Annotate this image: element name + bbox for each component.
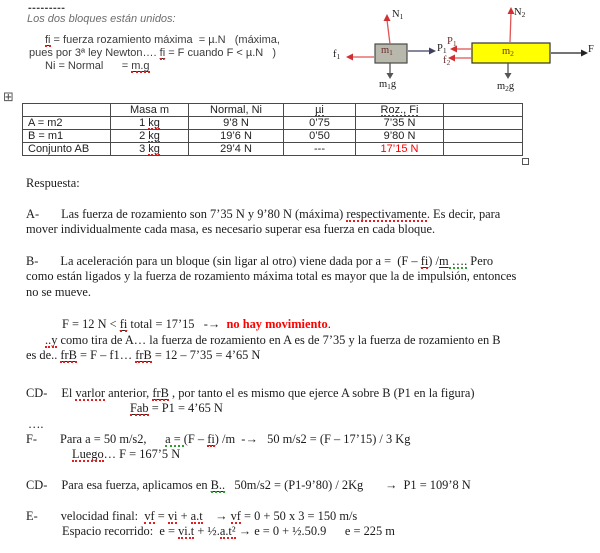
text-segment: = 0 + 50 x 3 = 150 m/s: [240, 509, 358, 523]
text-segment: CD-: [26, 386, 48, 400]
table-cell: [23, 143, 111, 156]
text-line: [26, 222, 435, 237]
text-segment: A-: [26, 207, 40, 221]
table-cell: [444, 143, 523, 156]
table-header-cell: [23, 104, 111, 117]
table-cell: [111, 143, 189, 156]
text-segment: fi: [119, 317, 128, 331]
table-header-cell: [356, 104, 444, 117]
text-line: [26, 176, 80, 191]
text-segment: 9’80 N: [383, 130, 416, 142]
text-line: [26, 386, 474, 401]
table-cell: [444, 130, 523, 143]
text-line: [26, 254, 493, 269]
text-segment: Pero: [467, 254, 494, 268]
arrow-n1: [387, 20, 390, 44]
text-segment: ) /: [428, 254, 439, 268]
table-header-cell: [111, 104, 189, 117]
label-m1g: $m_1g$: [379, 79, 397, 91]
text-segment: ..y: [45, 333, 58, 347]
text-segment: = F – f1…: [76, 348, 136, 362]
label-n2: $N_2$: [514, 7, 526, 19]
text-segment: frB: [60, 348, 77, 362]
table-cell: [189, 130, 284, 143]
text-segment: →: [384, 478, 398, 492]
text-segment: vf: [144, 509, 155, 523]
arrow-n2: [510, 13, 511, 42]
text-segment: →: [238, 524, 252, 538]
text-segment: pues por 3ª ley Newton….: [29, 47, 160, 59]
text-segment: Espacio recorrido: e =: [62, 524, 179, 538]
table-row: [23, 117, 523, 130]
table-cell: [189, 143, 284, 156]
text-segment: mover individualmente cada masa, es necesario superar esa fuerza en cada bloque.: [26, 222, 436, 236]
label-m2: $m_2$: [502, 46, 514, 58]
table-row: [23, 143, 523, 156]
label-f: F: [588, 44, 594, 55]
text-segment: .: [327, 317, 331, 331]
text-segment: Masa m: [129, 104, 170, 116]
results-table: [22, 103, 523, 156]
text-segment: ….: [28, 417, 44, 431]
text-segment: 2: [139, 130, 149, 142]
text-segment: ….: [448, 254, 468, 268]
text-segment: Normal, Ni: [210, 104, 262, 116]
text-segment: B = m1: [28, 130, 64, 142]
text-segment: respectivamente: [346, 207, 427, 221]
text-line: [26, 478, 471, 493]
text-segment: E-: [26, 509, 38, 523]
text-segment: +: [177, 509, 191, 523]
text-segment: . Es decir, para: [426, 207, 501, 221]
text-segment: velocidad final:: [60, 509, 145, 523]
text-segment: es de..: [26, 348, 61, 362]
force-diagram-svg: [330, 0, 600, 100]
text-segment: kg: [148, 130, 160, 142]
text-segment: fi: [159, 47, 166, 59]
text-segment: Luego: [72, 447, 104, 461]
text-segment: CD-: [26, 478, 48, 492]
arrowhead-m2g: [505, 73, 512, 79]
table-cell: [356, 117, 444, 130]
text-line: [26, 432, 410, 447]
table-header-cell: [189, 104, 284, 117]
table-move-handle-icon[interactable]: ⊞: [3, 90, 14, 105]
text-segment: kg: [148, 117, 160, 129]
text-segment: →: [207, 317, 221, 331]
text-segment: B..: [210, 478, 226, 492]
text-segment: 17’15 N: [380, 143, 419, 155]
label-n1: $N_1$: [392, 9, 404, 21]
text-segment: kg: [148, 143, 160, 155]
text-line: [29, 47, 276, 60]
text-segment: 0’75: [309, 117, 330, 129]
text-segment: no hay movimiento: [226, 317, 328, 331]
table-cell: [23, 117, 111, 130]
text-segment: vi: [167, 509, 178, 523]
text-segment: a.t: [190, 509, 203, 523]
table-cell: [444, 117, 523, 130]
text-segment: Conjunto AB: [28, 143, 90, 155]
text-segment: 1: [139, 117, 149, 129]
text-segment: 19’6 N: [220, 130, 252, 142]
text-line: [26, 207, 500, 222]
text-segment: m: [438, 254, 449, 268]
text-line: [45, 60, 150, 73]
text-segment: = P1 = 4’65 N: [148, 401, 223, 415]
text-segment: ---------: [28, 2, 66, 14]
text-segment: Roz., Fi: [380, 104, 419, 116]
text-segment: →: [215, 509, 228, 523]
text-segment: como están ligados y la fuerza de rozamiento máxima total es mayor que la de impulsión, entonces: [26, 269, 517, 283]
text-segment: El: [61, 386, 76, 400]
text-segment: La aceleración para un bloque (sin ligar al otro) viene dada por a = (F –: [60, 254, 421, 268]
text-segment: no se mueve.: [26, 285, 92, 299]
table-cell: [356, 130, 444, 143]
text-line: [62, 524, 395, 539]
text-segment: ---: [314, 143, 325, 155]
table-header-row: [23, 104, 523, 117]
text-segment: e = 0 + ½.50.9 e = 225 m: [251, 524, 395, 538]
text-segment: fi: [207, 432, 215, 446]
text-segment: vf: [230, 509, 241, 523]
text-segment: total = 17’15 -: [127, 317, 208, 331]
text-segment: fi: [45, 34, 51, 46]
table-resize-handle[interactable]: [522, 158, 529, 165]
text-segment: F = 12 N <: [62, 317, 120, 331]
table-cell: [284, 143, 356, 156]
text-segment: [203, 509, 215, 523]
text-segment: = fuerza rozamiento máxima = µ.N (máxima,: [50, 34, 280, 46]
text-segment: como tira de A… la fuerza de rozamiento en A es de 7’35 y la fuerza de rozamiento en B: [57, 333, 501, 347]
text-segment: P1 = 109’8 N: [397, 478, 471, 492]
text-segment: … F = 167’5 N: [103, 447, 181, 461]
table-cell: [111, 117, 189, 130]
text-segment: fi: [420, 254, 429, 268]
text-segment: Fab: [130, 401, 149, 415]
table-cell: [284, 130, 356, 143]
text-segment: 50m/s2 = (P1-9’80) / 2Kg: [225, 478, 385, 492]
text-segment: (F –: [183, 432, 208, 446]
text-segment: 50 m/s2 = (F – 17’15) / 3 Kg: [257, 432, 411, 446]
text-segment: frB: [152, 386, 169, 400]
text-line: [26, 348, 260, 363]
text-segment: Los dos bloques están unidos:: [27, 13, 176, 25]
text-line: [26, 285, 91, 300]
text-segment: =: [154, 509, 168, 523]
label-m2g: $m_2g$: [497, 81, 515, 93]
text-segment: + ½.: [194, 524, 220, 538]
text-segment: 7’35 N: [383, 117, 416, 129]
text-segment: ) /m -: [214, 432, 246, 446]
table-cell: [23, 130, 111, 143]
text-segment: , por tanto el es mismo que ejerce A sobre B (P1 en la figura): [168, 386, 475, 400]
table-row: [23, 130, 523, 143]
text-line: [130, 401, 223, 416]
table-header-cell: [444, 104, 523, 117]
text-segment: a =: [165, 432, 184, 446]
text-line: [72, 447, 180, 462]
table-cell: [356, 143, 444, 156]
text-segment: varlor: [75, 386, 106, 400]
label-p1b: $P_1$: [447, 36, 457, 48]
table-cell: [284, 117, 356, 130]
text-segment: = F cuando F < µ.N ): [165, 47, 277, 59]
text-line: [45, 333, 501, 348]
arrowhead-p1a: [429, 48, 436, 55]
text-segment: = 12 – 7’35 = 4’65 N: [151, 348, 261, 362]
text-line: [27, 13, 176, 26]
text-segment: frB: [135, 348, 152, 362]
table-cell: [111, 130, 189, 143]
text-segment: 9’8 N: [223, 117, 249, 129]
text-segment: 0’50: [309, 130, 330, 142]
label-f2: $f_2$: [443, 55, 451, 67]
text-segment: 29’4 N: [220, 143, 252, 155]
text-line: [26, 509, 357, 524]
text-segment: Respuesta:: [26, 176, 80, 190]
text-segment: Ni = Normal =: [45, 60, 132, 72]
text-segment: anterior,: [105, 386, 153, 400]
table-cell: [189, 117, 284, 130]
text-segment: F-: [26, 432, 38, 446]
text-segment: Para esa fuerza, aplicamos en: [61, 478, 211, 492]
arrowhead-n1: [384, 14, 391, 21]
force-diagram: [330, 0, 600, 100]
text-segment: 3: [139, 143, 149, 155]
text-segment: Para a = 50 m/s2,: [60, 432, 166, 446]
text-segment: Las fuerza de rozamiento son 7’35 N y 9’80 N (máxima): [61, 207, 347, 221]
text-segment: a.t²: [219, 524, 236, 538]
text-line: [62, 317, 331, 332]
label-p1a: $P_1$: [437, 43, 447, 55]
text-segment: →: [245, 432, 258, 446]
text-line: [28, 417, 44, 432]
text-segment: µi: [315, 104, 324, 116]
text-segment: A = m2: [28, 117, 63, 129]
text-segment: m.g: [131, 60, 150, 72]
table-header-cell: [284, 104, 356, 117]
text-segment: B-: [26, 254, 39, 268]
label-f1: $f_1$: [333, 49, 341, 61]
text-segment: vi.t: [178, 524, 195, 538]
arrowhead-f: [581, 50, 588, 57]
text-line: [45, 34, 280, 47]
text-line: [26, 269, 516, 284]
arrowhead-f1: [346, 54, 353, 61]
label-m1: $m_1$: [381, 45, 393, 57]
